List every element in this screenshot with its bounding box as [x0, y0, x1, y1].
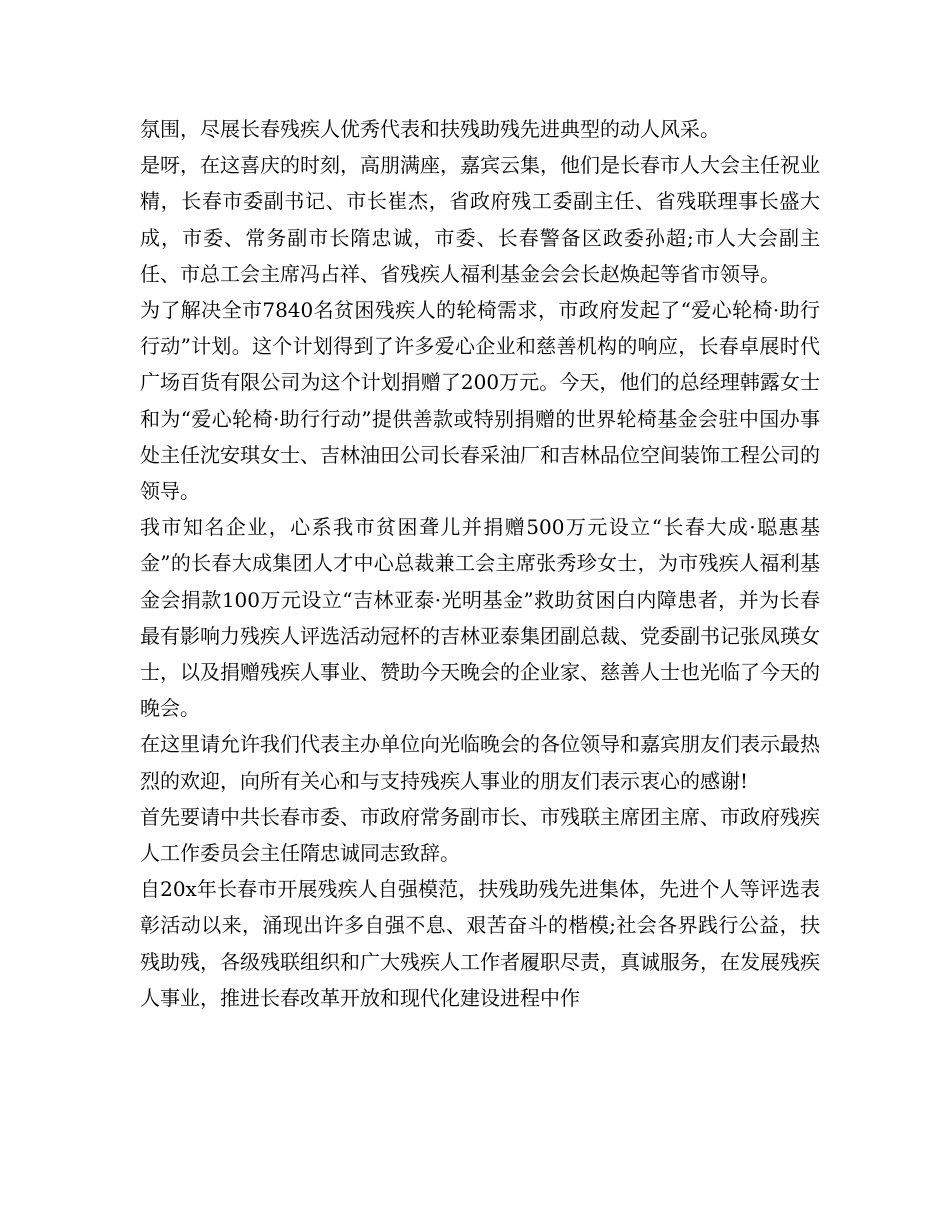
document-body [140, 111, 820, 1016]
paragraph-3: 为了解决全市7840名贫困残疾人的轮椅需求，市政府发起了“爱心轮椅·助行行动”计划。这个计划得到了许多爱心企业和慈善机构的响应，长春卓展时代广场百货有限公司为这个计划捐赠了200万元。今天，他们的总经理韩露女士和为“爱心轮椅·助行行动”提供善款或特别捐赠的世界轮椅基金会驻中国办事处主任沈安琪女士、吉林油田公司长春采油厂和吉林品位空间装饰工程公司的领导。 [140, 298, 820, 504]
paragraph-1: 氛围，尽展长春残疾人优秀代表和扶残助残先进典型的动人风采。 [140, 117, 720, 141]
paragraph-2: 是呀，在这喜庆的时刻，高朋满座，嘉宾云集，他们是长春市人大会主任祝业精，长春市委副书记、市长崔杰，省政府残工委副主任、省残联理事长盛大成，市委、常务副市长隋忠诚，市委、长春警备区政委孙超;市人大会副主任、市总工会主席冯占祥、省残疾人福利基金会会长赵焕起等省市领导。 [140, 153, 820, 286]
paragraph-5: 在这里请允许我们代表主办单位向光临晚会的各位领导和嘉宾朋友们表示最热烈的欢迎，向所有关心和与支持残疾人事业的朋友们表示衷心的感谢! [140, 732, 820, 793]
paragraph-6: 首先要请中共长春市委、市政府常务副市长、市残联主席团主席、市政府残疾人工作委员会主任隋忠诚同志致辞。 [140, 804, 820, 866]
paragraph-4: 我市知名企业，心系我市贫困聋儿并捐赠500万元设立“长春大成·聪惠基金”的长春大成集团人才中心总裁兼工会主席张秀珍女士，为市残疾人福利基金会捐款100万元设立“吉林亚泰·光明基金”救助贫困白内障患者，并为长春最有影响力残疾人评选活动冠杯的吉林亚泰集团副总裁、党委副书记张凤瑛女士，以及捐赠残疾人事业、赞助今天晚会的企业家、慈善人士也光临了今天的晚会。 [140, 515, 820, 721]
paragraph-7: 自20x年长春市开展残疾人自强模范，扶残助残先进集体，先进个人等评选表彰活动以来，涌现出许多自强不息、艰苦奋斗的楷模;社会各界践行公益，扶残助残，各级残联组织和广大残疾人工作者履职尽责，真诚服务，在发展残疾人事业，推进长春改革开放和现代化建设进程中作 [140, 877, 820, 1010]
